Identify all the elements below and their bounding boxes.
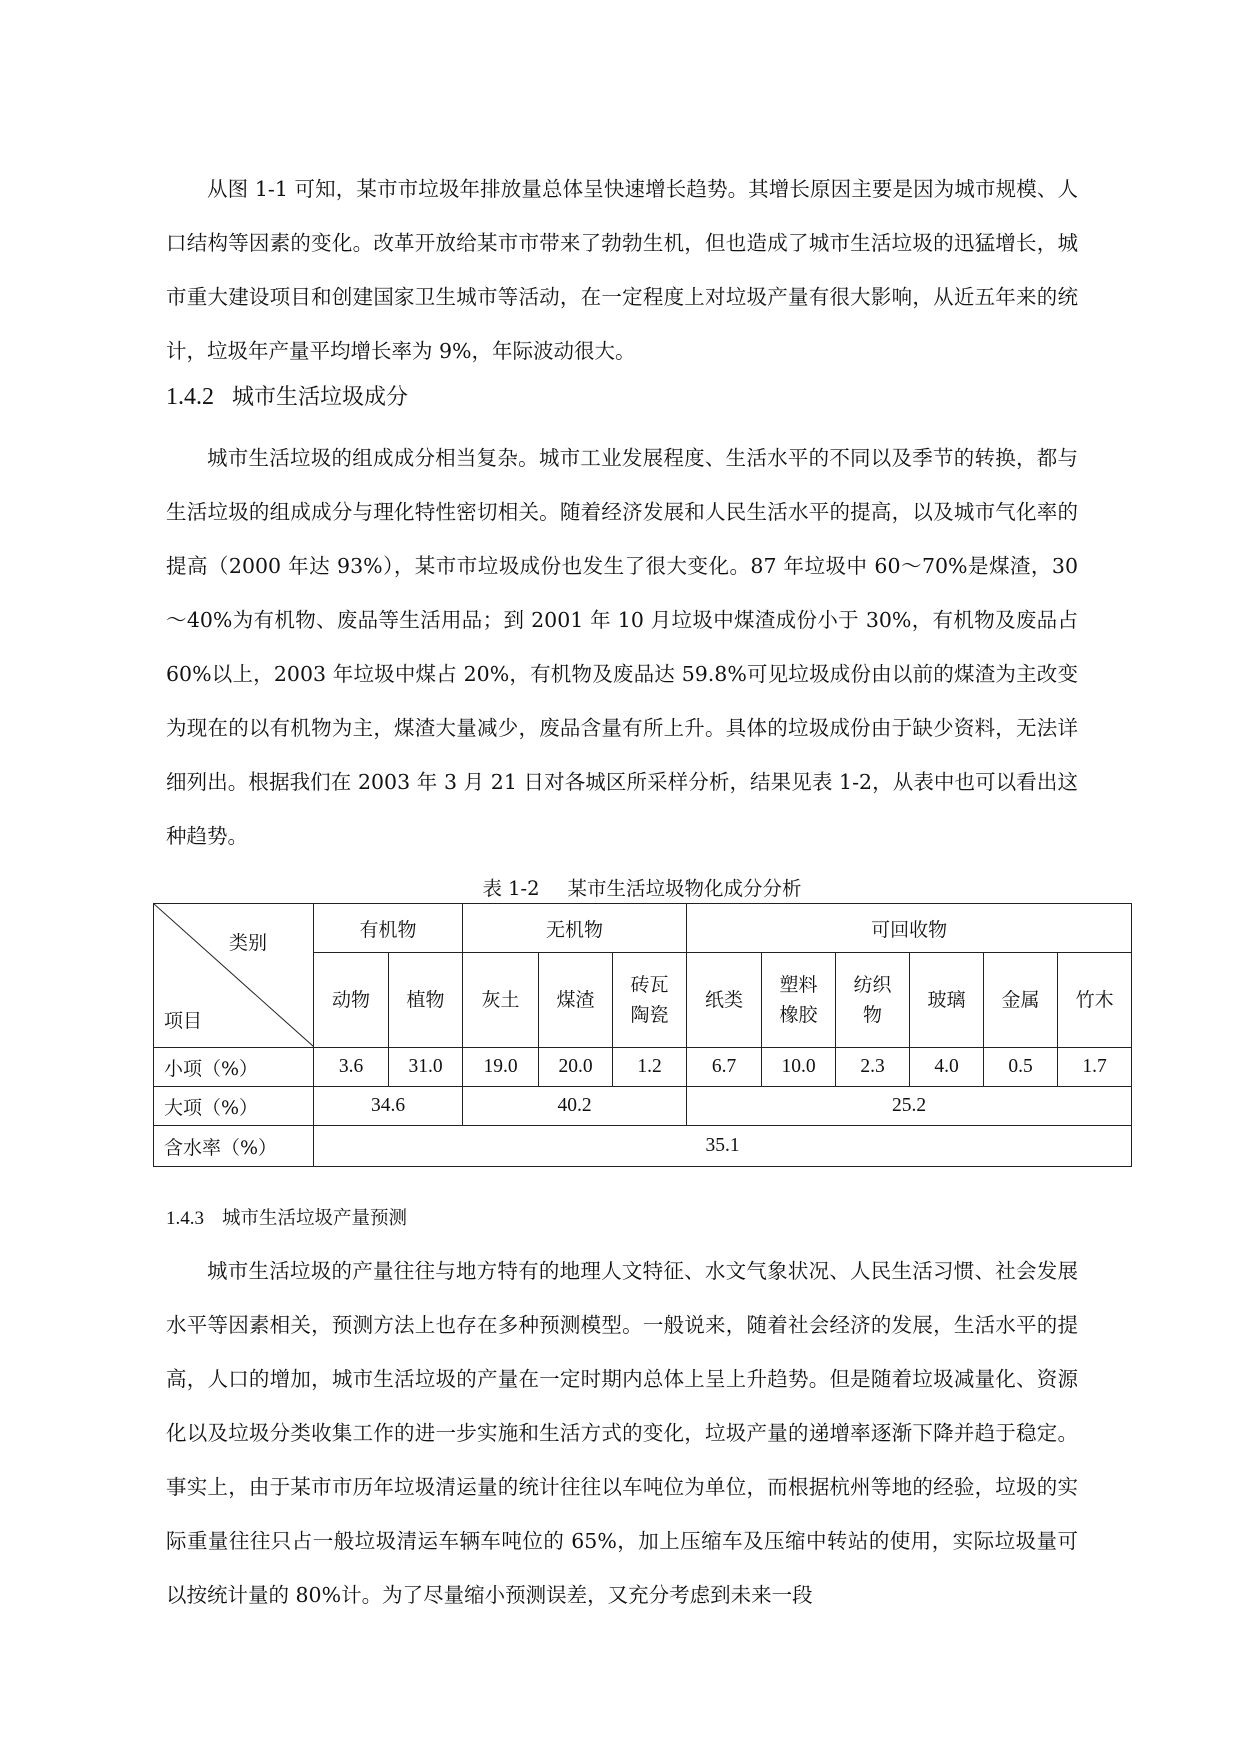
cell-small-value: 31.0 <box>389 1048 463 1087</box>
sub-header-dust: 灰土 <box>463 953 539 1048</box>
corner-label-category: 类别 <box>228 932 267 954</box>
cell-small-value: 1.7 <box>1058 1048 1132 1087</box>
cell-major-recyclable: 25.2 <box>687 1087 1132 1126</box>
sub-header-metal: 金属 <box>984 953 1058 1048</box>
paragraph-growth-trend: 从图 1-1 可知，某市市垃圾年排放量总体呈快速增长趋势。其增长原因主要是因为城市规模、人口结构等因素的变化。改革开放给某市市带来了勃勃生机，但也造成了城市生活垃圾的迅猛增长，城市重大建设项目和创建国家卫生城市等活动，在一定程度上对垃圾产量有很大影响，从近五年来的统计，垃圾年产量平均增长率为 9%，年际波动很大。 <box>166 177 1078 363</box>
cell-major-organic: 34.6 <box>314 1087 463 1126</box>
cell-moisture-value: 35.1 <box>314 1126 1132 1167</box>
cell-small-value: 19.0 <box>463 1048 539 1087</box>
paragraph-output-forecast: 城市生活垃圾的产量往往与地方特有的地理人文特征、水文气象状况、人民生活习惯、社会发展水平等因素相关，预测方法上也存在多种预测模型。一般说来，随着社会经济的发展，生活水平的提高，人口的增加，城市生活垃圾的产量在一定时期内总体上呈上升趋势。但是随着垃圾减量化、资源化以及垃圾分类收集工作的进一步实施和生活方式的变化，垃圾产量的递增率逐渐下降并趋于稳定。事实上，由于某市市历年垃圾清运量的统计往往以车吨位为单位，而根据杭州等地的经验，垃圾的实际重量往往只占一般垃圾清运车辆车吨位的 65%，加上压缩车及压缩中转站的使用，实际垃圾量可以按统计量的 80%计。为了尽量缩小预测误差，又充分考虑到未来一段 <box>166 1259 1078 1607</box>
row-label-small: 小项（%） <box>154 1048 314 1087</box>
section-heading-1-4-3 <box>166 1204 407 1230</box>
cell-small-value: 2.3 <box>836 1048 910 1087</box>
sub-header-glass: 玻璃 <box>910 953 984 1048</box>
sub-header-plant: 植物 <box>389 953 463 1048</box>
sub-header-textile: 纺织 物 <box>836 953 910 1048</box>
sub-header-plastic-rubber: 塑料 橡胶 <box>762 953 836 1048</box>
table-row-moisture <box>154 1126 1132 1167</box>
table-row-small-items <box>154 1048 1132 1087</box>
group-header-recyclable: 可回收物 <box>687 904 1132 953</box>
composition-table <box>153 903 1132 1167</box>
section-heading-1-4-2 <box>166 380 408 411</box>
table-caption <box>153 873 1131 901</box>
cell-small-value: 1.2 <box>613 1048 687 1087</box>
cell-small-value: 6.7 <box>687 1048 762 1087</box>
cell-small-value: 3.6 <box>314 1048 389 1087</box>
paragraph-composition: 城市生活垃圾的组成成分相当复杂。城市工业发展程度、生活水平的不同以及季节的转换，都与生活垃圾的组成成分与理化特性密切相关。随着经济发展和人民生活水平的提高，以及城市气化率的提高（2000 年达 93%），某市市垃圾成份也发生了很大变化。87 年垃圾中 60～70%是煤渣，30～40%为有机物、废品等生活用品；到 2001 年 10 月垃圾中煤渣成份小于 30%，有机物及废品占 60%以上，2003 年垃圾中煤占 20%，有机物及废品达 59.8%可见垃圾成份由以前的煤渣为主改变为现在的以有机物为主，煤渣大量减少，废品含量有所上升。具体的垃圾成份由于缺少资料，无法详细列出。根据我们在 2003 年 3 月 21 日对各城区所采样分析，结果见表 1-2，从表中也可以看出这种趋势。 <box>166 446 1078 848</box>
section-title: 城市生活垃圾产量预测 <box>222 1208 408 1229</box>
row-label-major: 大项（%） <box>154 1087 314 1126</box>
sub-header-bamboo-wood: 竹木 <box>1058 953 1132 1048</box>
cell-small-value: 0.5 <box>984 1048 1058 1087</box>
cell-small-value: 20.0 <box>539 1048 613 1087</box>
group-header-inorganic: 无机物 <box>463 904 687 953</box>
group-header-organic: 有机物 <box>314 904 463 953</box>
sub-header-cinder: 煤渣 <box>539 953 613 1048</box>
table-caption-title: 某市生活垃圾物化成分分析 <box>567 877 802 900</box>
table-row-major-items <box>154 1087 1132 1126</box>
sub-header-animal: 动物 <box>314 953 389 1048</box>
table-corner-cell <box>154 904 314 1048</box>
sub-header-paper: 纸类 <box>687 953 762 1048</box>
row-label-moisture: 含水率（%） <box>154 1126 314 1167</box>
table-caption-number: 表 1-2 <box>482 877 540 900</box>
sub-header-brick-ceramic: 砖瓦 陶瓷 <box>613 953 687 1048</box>
section-title: 城市生活垃圾成分 <box>232 385 409 410</box>
cell-small-value: 10.0 <box>762 1048 836 1087</box>
corner-label-item: 项目 <box>164 1010 203 1032</box>
cell-major-inorganic: 40.2 <box>463 1087 687 1126</box>
section-number: 1.4.2 <box>166 384 214 410</box>
cell-small-value: 4.0 <box>910 1048 984 1087</box>
section-number: 1.4.3 <box>166 1208 204 1229</box>
